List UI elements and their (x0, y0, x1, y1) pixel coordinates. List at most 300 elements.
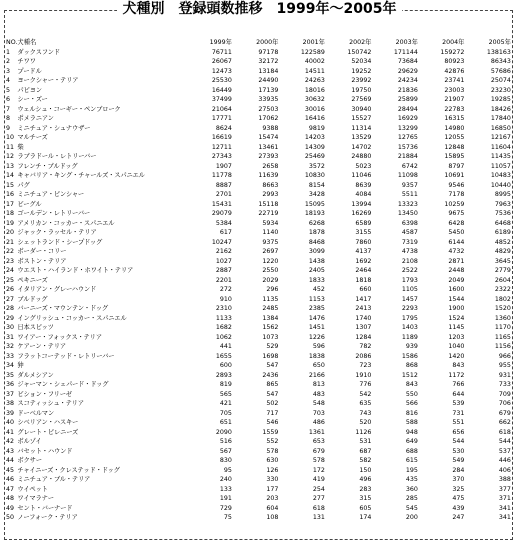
row-number: 42 (6, 438, 15, 445)
breed-name: ペキニーズ (17, 276, 48, 284)
year-count: 11098 (397, 172, 418, 179)
year-count: 717 (266, 409, 279, 417)
year-count: 2405 (308, 267, 325, 274)
breed-name: ドーベルマン (17, 409, 55, 417)
year-count: 19252 (351, 67, 372, 75)
table-row (6, 152, 511, 162)
year-count: 531 (359, 438, 372, 445)
year-count: 819 (219, 381, 232, 388)
header-year: 2001年 (302, 39, 325, 46)
year-count: 1403 (401, 324, 418, 331)
year-count: 439 (452, 504, 465, 512)
year-count: 97178 (258, 48, 279, 56)
year-count: 618 (498, 428, 511, 436)
year-count: 16850 (490, 124, 511, 132)
year-count: 1878 (308, 229, 325, 236)
year-count: 910 (219, 295, 232, 303)
year-count: 7536 (494, 210, 511, 217)
year-count: 17062 (258, 115, 279, 122)
row-number: 9 (6, 124, 11, 132)
year-count: 435 (405, 476, 418, 483)
breed-name: スコティッシュ・テリア (17, 400, 84, 407)
page-title-text: 犬種別 登録頭数推移 1999年～2005年 (117, 1, 403, 17)
breed-name: ボストン・テリア (17, 257, 67, 265)
table-row (6, 67, 511, 77)
year-count: 19285 (490, 96, 511, 103)
year-count: 52034 (351, 58, 372, 65)
year-count: 33935 (258, 96, 279, 103)
year-count: 547 (266, 362, 279, 369)
year-count: 23741 (444, 77, 465, 84)
year-count: 731 (452, 409, 465, 417)
year-count: 13323 (397, 200, 418, 208)
row-number: 33 (6, 352, 15, 360)
header-name: 犬種名 (17, 39, 37, 46)
year-count: 5511 (401, 191, 418, 198)
year-count: 544 (498, 438, 511, 445)
row-number: 16 (6, 191, 15, 198)
row-number: 4 (6, 77, 11, 84)
year-count: 371 (498, 495, 511, 502)
year-count: 277 (312, 495, 325, 502)
year-count: 42876 (444, 67, 465, 75)
year-count: 8995 (494, 191, 511, 198)
breed-name: ブルドッグ (17, 295, 48, 303)
year-count: 2413 (355, 305, 372, 312)
row-number: 6 (6, 96, 11, 103)
year-count: 4137 (355, 248, 372, 255)
breed-name: チャイニーズ・クレステッド・ドッグ (17, 466, 120, 474)
year-count: 108 (266, 514, 279, 521)
year-count: 545 (405, 504, 418, 512)
year-count: 285 (405, 495, 418, 502)
year-count: 7963 (494, 200, 511, 208)
year-count: 1172 (448, 371, 465, 379)
year-count: 133 (219, 485, 232, 493)
row-number: 26 (6, 286, 15, 293)
year-count: 1907 (215, 162, 232, 170)
year-count: 2697 (262, 248, 279, 255)
table-row (6, 86, 511, 96)
year-count: 1165 (494, 333, 511, 341)
row-number: 29 (6, 314, 15, 322)
table-row (6, 228, 511, 238)
year-count: 25469 (304, 153, 325, 160)
year-count: 565 (219, 390, 232, 398)
year-count: 582 (359, 457, 372, 464)
table-row (6, 494, 511, 504)
year-count: 15431 (211, 200, 232, 208)
year-count: 11046 (351, 172, 372, 179)
breed-name: 柴 (17, 143, 24, 151)
year-count: 4738 (401, 248, 418, 255)
breed-name: シー・ズー (17, 96, 48, 103)
year-count: 9375 (262, 238, 279, 246)
year-count: 419 (312, 476, 325, 483)
year-count: 1062 (215, 333, 232, 341)
breed-name: ダックスフンド (17, 48, 60, 56)
year-count: 23992 (351, 77, 372, 84)
year-count: 14980 (444, 124, 465, 132)
year-count: 5023 (355, 162, 372, 170)
year-count: 30016 (304, 105, 325, 113)
year-count: 27343 (211, 153, 232, 160)
year-count: 1220 (262, 257, 279, 265)
year-count: 475 (452, 495, 465, 502)
year-count: 776 (359, 381, 372, 388)
year-count: 1512 (401, 371, 418, 379)
year-count: 12848 (444, 143, 465, 151)
table-row (6, 352, 511, 362)
year-count: 370 (452, 476, 465, 483)
year-count: 131 (312, 514, 325, 521)
year-count: 1600 (448, 286, 465, 293)
table-row (6, 171, 511, 181)
breed-name: ノーフォーク・テリア (17, 514, 78, 521)
year-count: 2604 (494, 276, 511, 284)
year-count: 1307 (355, 324, 372, 331)
row-number: 28 (6, 305, 15, 312)
year-count: 679 (498, 409, 511, 417)
breed-name: ポメラニアン (17, 115, 54, 122)
breed-name: バーニーズ・マウンテン・ドッグ (17, 305, 108, 312)
year-count: 284 (452, 466, 465, 474)
year-count: 3099 (308, 248, 325, 255)
year-count: 1040 (448, 343, 465, 350)
year-count: 1170 (494, 324, 511, 331)
year-count: 567 (219, 447, 232, 455)
year-count: 13184 (258, 67, 279, 75)
table-row (6, 437, 511, 447)
year-count: 1524 (448, 314, 465, 322)
year-count: 421 (219, 400, 232, 407)
year-count: 8887 (215, 181, 232, 189)
row-number: 37 (6, 390, 15, 398)
year-count: 604 (266, 504, 279, 512)
year-count: 2108 (401, 257, 418, 265)
row-number: 46 (6, 476, 15, 483)
year-count: 578 (312, 457, 325, 464)
year-count: 1544 (448, 295, 465, 303)
year-count: 12055 (444, 134, 465, 141)
year-count: 549 (452, 457, 465, 464)
breed-name: マルチーズ (17, 134, 48, 141)
table-row (6, 418, 511, 428)
year-count: 172 (312, 466, 325, 474)
header-year: 2000年 (256, 39, 279, 46)
year-count: 605 (359, 504, 372, 512)
table-row (6, 456, 511, 466)
row-number: 2 (6, 58, 11, 65)
breed-name: ジャック・ラッセル・テリア (17, 229, 97, 236)
breed-name: イタリアン・グレーハウンド (17, 286, 97, 293)
year-count: 2436 (262, 371, 279, 379)
year-count: 9357 (401, 181, 418, 189)
year-count: 6468 (494, 219, 511, 227)
year-count: 2701 (215, 191, 232, 198)
row-number: 30 (6, 324, 15, 331)
breed-name: シェットランド・シープドッグ (17, 238, 103, 246)
year-count: 22719 (258, 210, 279, 217)
breed-name: 日本スピッツ (17, 324, 54, 331)
year-count: 8624 (215, 124, 232, 132)
year-count: 174 (359, 514, 372, 521)
year-count: 1226 (308, 333, 325, 341)
breed-name: ワイアー・フォックス・テリア (17, 333, 102, 341)
year-count: 17771 (211, 115, 232, 122)
year-count: 177 (266, 485, 279, 493)
year-count: 662 (498, 419, 511, 426)
row-number: 15 (6, 181, 15, 189)
table-row (6, 266, 511, 276)
year-count: 28494 (397, 105, 418, 113)
year-count: 80923 (444, 58, 465, 65)
breed-name: イングリッシュ・コッカー・スパニエル (17, 314, 127, 322)
year-count: 21907 (444, 96, 465, 103)
row-number: 44 (6, 457, 15, 464)
year-count: 3428 (308, 191, 325, 198)
year-count: 2485 (262, 305, 279, 312)
year-count: 766 (452, 381, 465, 388)
breed-name: パグ (17, 181, 30, 189)
year-count: 11435 (490, 153, 511, 160)
row-number: 25 (6, 276, 15, 284)
row-number: 7 (6, 105, 11, 113)
year-count: 446 (498, 457, 511, 464)
row-number: 32 (6, 343, 15, 350)
year-count: 2993 (262, 191, 279, 198)
year-count: 7860 (355, 238, 372, 246)
year-count: 12711 (211, 143, 232, 151)
year-count: 529 (266, 343, 279, 350)
table-row (6, 219, 511, 229)
year-count: 19750 (351, 86, 372, 94)
year-count: 687 (359, 447, 372, 455)
year-count: 15474 (258, 134, 279, 141)
year-count: 618 (312, 504, 325, 512)
breed-name: ミニチュア・ブル・テリア (17, 476, 91, 483)
table-row (6, 342, 511, 352)
table-row (6, 57, 511, 67)
row-number: 8 (6, 115, 11, 122)
breed-name: ビション・フリーゼ (17, 390, 72, 398)
year-count: 341 (498, 514, 511, 521)
year-count: 743 (359, 409, 372, 417)
year-count: 782 (359, 343, 372, 350)
year-count: 588 (405, 419, 418, 426)
year-count: 931 (498, 371, 511, 379)
table-row (6, 447, 511, 457)
year-count: 6589 (355, 219, 372, 227)
year-count: 8468 (308, 238, 325, 246)
year-count: 688 (405, 447, 418, 455)
year-count: 4587 (401, 229, 418, 236)
year-count: 651 (219, 419, 232, 426)
year-count: 1203 (448, 333, 465, 341)
year-count: 159272 (440, 48, 465, 56)
year-count: 195 (405, 466, 418, 474)
year-count: 1457 (401, 295, 418, 303)
table-row (6, 162, 511, 172)
header-year: 2005年 (488, 39, 511, 46)
row-number: 14 (6, 172, 15, 179)
year-count: 17139 (258, 86, 279, 94)
year-count: 86343 (490, 58, 511, 65)
row-number: 41 (6, 428, 15, 436)
year-count: 4852 (494, 238, 511, 246)
breed-name: ウエスト・ハイランド・ホワイト・テリア (17, 267, 134, 274)
year-count: 496 (359, 476, 372, 483)
year-count: 1133 (215, 314, 232, 322)
row-number: 23 (6, 257, 15, 265)
year-count: 1559 (262, 428, 279, 436)
row-number: 31 (6, 333, 15, 341)
year-count: 22783 (444, 105, 465, 113)
year-count: 21884 (397, 153, 418, 160)
year-count: 729 (219, 504, 232, 512)
breed-name: ダルメシアン (17, 371, 54, 379)
year-count: 15895 (444, 153, 465, 160)
year-count: 8154 (308, 181, 325, 189)
year-count: 1795 (401, 314, 418, 322)
row-number: 48 (6, 495, 15, 502)
year-count: 1073 (262, 333, 279, 341)
year-count: 296 (266, 286, 279, 293)
breed-name: ワイマラナー (17, 495, 54, 502)
year-count: 15527 (351, 115, 372, 122)
year-count: 57686 (490, 67, 511, 75)
year-count: 966 (498, 352, 511, 360)
year-count: 486 (312, 419, 325, 426)
year-count: 5384 (215, 219, 232, 227)
year-count: 733 (498, 381, 511, 388)
year-count: 388 (498, 476, 511, 483)
year-count: 377 (498, 485, 511, 493)
breed-name: ボルゾイ (17, 438, 42, 445)
year-count: 12167 (490, 134, 511, 141)
year-count: 1027 (215, 257, 232, 265)
year-count: 10247 (211, 238, 232, 246)
year-count: 617 (219, 229, 232, 236)
year-count: 1900 (448, 305, 465, 312)
year-count: 1156 (494, 343, 511, 350)
year-count: 76711 (211, 48, 232, 56)
year-count: 254 (312, 485, 325, 493)
year-count: 868 (405, 362, 418, 369)
row-number: 47 (6, 485, 15, 493)
year-count: 4732 (448, 248, 465, 255)
year-count: 203 (266, 495, 279, 502)
year-count: 483 (312, 390, 325, 398)
year-count: 551 (452, 419, 465, 426)
year-count: 2049 (448, 276, 465, 284)
year-count: 7178 (448, 191, 465, 198)
year-count: 1698 (262, 352, 279, 360)
year-count: 8663 (262, 181, 279, 189)
row-number: 18 (6, 210, 15, 217)
table-row (6, 48, 511, 58)
table-row (6, 76, 511, 86)
year-count: 16269 (351, 210, 372, 217)
year-count: 26067 (211, 58, 232, 65)
year-count: 11639 (258, 172, 279, 179)
year-count: 5450 (448, 229, 465, 236)
breed-name: フレンチ・ブルドッグ (17, 162, 78, 170)
year-count: 14309 (304, 143, 325, 151)
year-count: 27569 (351, 96, 372, 103)
row-number: 49 (6, 504, 15, 512)
year-count: 4084 (355, 191, 372, 198)
year-count: 191 (219, 495, 232, 502)
year-count: 452 (312, 286, 325, 293)
year-count: 360 (405, 485, 418, 493)
year-count: 649 (405, 438, 418, 445)
table-row (6, 475, 511, 485)
year-count: 1586 (401, 352, 418, 360)
year-count: 1476 (308, 314, 325, 322)
year-count: 75 (223, 514, 232, 521)
year-count: 7319 (401, 238, 418, 246)
table-row (6, 190, 511, 200)
breed-name: プードル (17, 67, 42, 75)
year-count: 816 (405, 409, 418, 417)
year-count: 17840 (490, 115, 511, 122)
table-row (6, 513, 511, 523)
row-number: 43 (6, 447, 15, 455)
year-count: 16315 (444, 115, 465, 122)
year-count: 11314 (351, 124, 372, 132)
table-row (6, 504, 511, 514)
table-row (6, 361, 511, 371)
breed-name: ケアーン・テリア (17, 343, 66, 350)
year-count: 25074 (490, 77, 511, 84)
year-count: 37499 (211, 96, 232, 103)
year-count: 24880 (351, 153, 372, 160)
table-row (6, 314, 511, 324)
row-number: 3 (6, 67, 11, 75)
year-count: 11057 (490, 162, 511, 170)
table-row (6, 323, 511, 333)
year-count: 552 (266, 438, 279, 445)
table-row (6, 124, 511, 134)
row-number: 24 (6, 267, 15, 274)
row-number: 38 (6, 400, 15, 407)
year-count: 2448 (448, 267, 465, 274)
year-count: 539 (452, 400, 465, 407)
year-count: 530 (452, 447, 465, 455)
year-count: 1451 (308, 324, 325, 331)
table-row (6, 428, 511, 438)
breed-name: ゴールデン・レトリーバー (17, 210, 91, 217)
year-count: 122589 (300, 48, 325, 56)
year-count: 9388 (262, 124, 279, 132)
year-count: 1692 (355, 257, 372, 265)
year-count: 1145 (448, 324, 465, 331)
row-number: 34 (6, 362, 15, 369)
year-count: 1126 (355, 428, 372, 436)
year-count: 1361 (308, 428, 325, 436)
table-row (6, 371, 511, 381)
year-count: 13450 (397, 210, 418, 217)
year-count: 502 (266, 400, 279, 407)
year-count: 2293 (401, 305, 418, 312)
year-count: 29079 (211, 210, 232, 217)
breed-name: フラットコーテッド・レトリーバー (17, 352, 115, 360)
table-row (6, 200, 511, 210)
year-count: 406 (498, 466, 511, 474)
year-count: 240 (219, 476, 232, 483)
page-title (0, 0, 519, 18)
